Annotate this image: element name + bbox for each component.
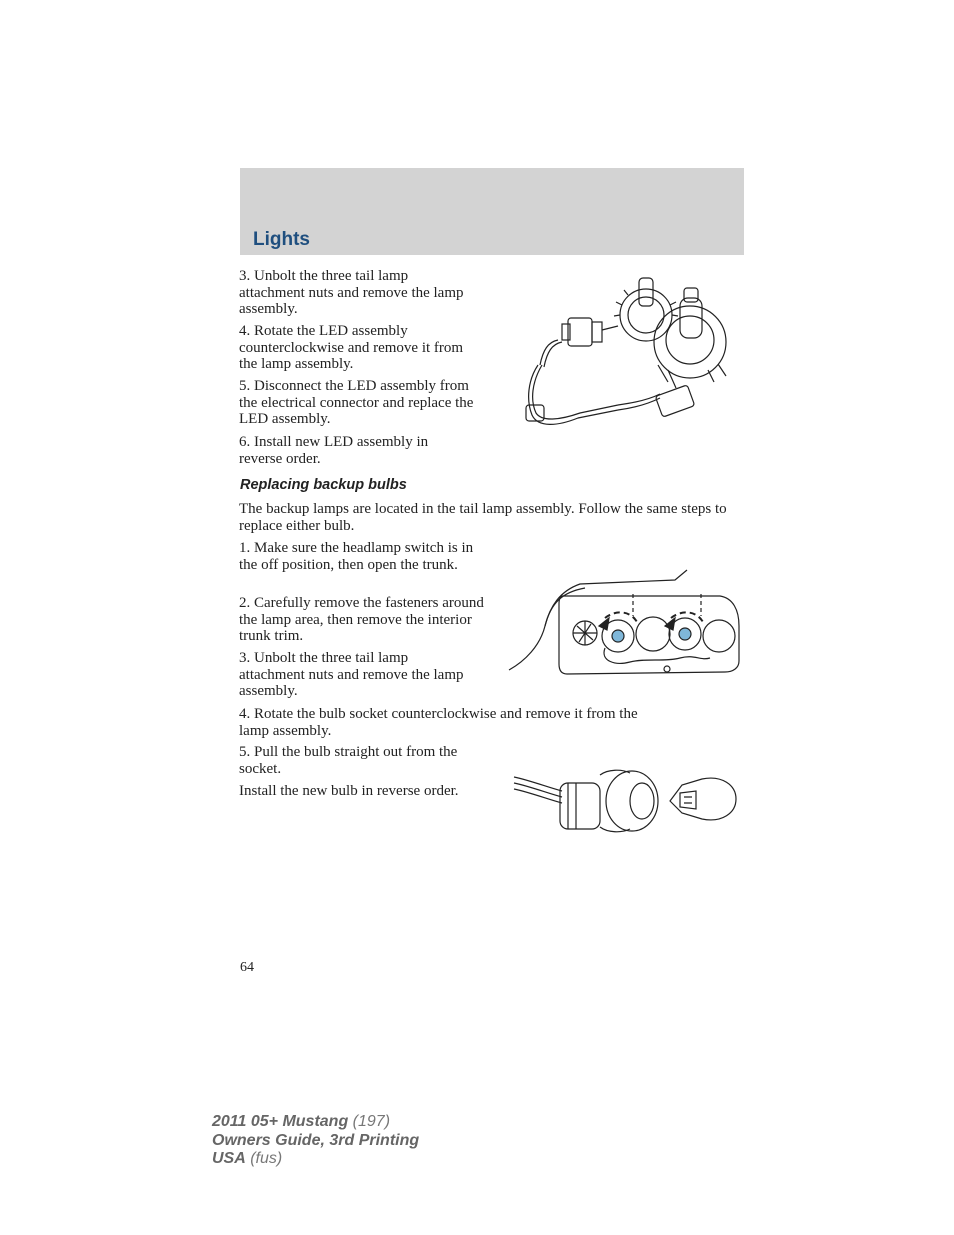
led-assembly-illustration xyxy=(518,270,728,435)
replacing-backup-bulbs-heading: Replacing backup bulbs xyxy=(240,477,407,493)
install-reverse-note: Install the new bulb in reverse order. xyxy=(239,783,459,799)
section-header-bar xyxy=(240,168,744,255)
led-step-6: 6. Install new LED assembly in reverse order. xyxy=(239,434,429,467)
footer-line-2: Owners Guide, 3rd Printing xyxy=(212,1131,420,1149)
backup-step-1: 1. Make sure the headlamp switch is in the off position, then open the trunk. xyxy=(239,540,474,573)
backup-step-5: 5. Pull the bulb straight out from the socket. xyxy=(239,744,458,777)
footer-line-3: USA (fus) xyxy=(212,1150,283,1167)
backup-intro: The backup lamps are located in the tail lamp assembly. Follow the same steps to replace either bulb. xyxy=(239,501,727,534)
backup-step-4: 4. Rotate the bulb socket counterclockwise and remove it from the lamp assembly. xyxy=(239,706,638,739)
bulb-socket-illustration xyxy=(512,765,742,840)
backup-step-3: 3. Unbolt the three tail lamp attachment nuts and remove the lamp assembly. xyxy=(239,650,464,700)
led-step-3: 3. Unbolt the three tail lamp attachment nuts and remove the lamp assembly. xyxy=(239,268,464,318)
document-footer xyxy=(212,1113,419,1169)
footer-line-1: 2011 05+ Mustang (197) xyxy=(212,1113,391,1130)
section-title: Lights xyxy=(253,229,310,250)
led-step-5: 5. Disconnect the LED assembly from the electrical connector and replace the LED assembly. xyxy=(239,378,474,428)
led-step-4: 4. Rotate the LED assembly counterclockwise and remove it from the lamp assembly. xyxy=(239,323,464,373)
tail-lamp-illustration xyxy=(505,566,745,676)
backup-step-2: 2. Carefully remove the fasteners around the lamp area, then remove the interior trunk trim. xyxy=(239,595,484,645)
page-number: 64 xyxy=(240,960,254,975)
